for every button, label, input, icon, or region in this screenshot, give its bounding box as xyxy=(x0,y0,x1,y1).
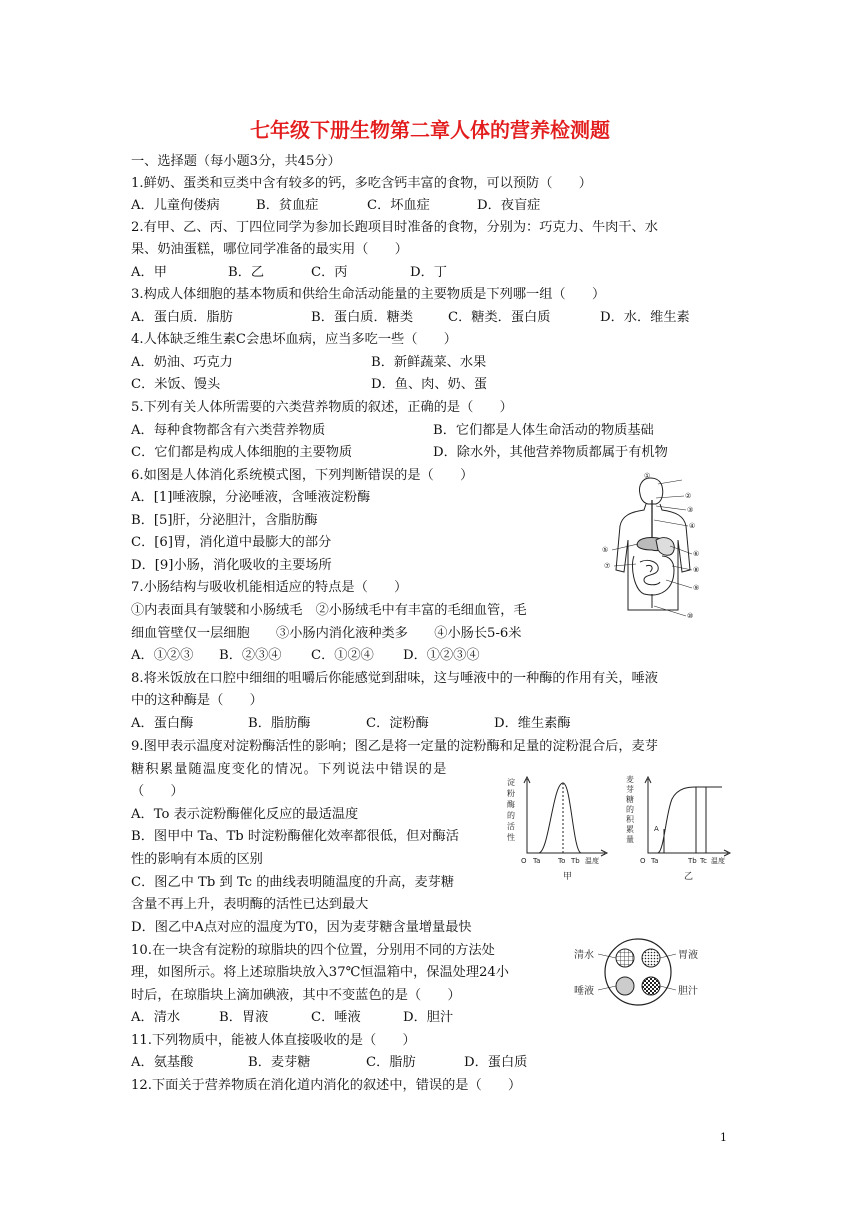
jia-ylabel-3: 酶 xyxy=(507,800,515,809)
yi-ylabel-7: 量 xyxy=(626,835,634,844)
q6-stem: 6.如图是人体消化系统模式图，下列判断错误的是（ ） xyxy=(131,468,474,483)
q9-stem-line3: （ ） xyxy=(131,784,184,799)
q8-option-a: A．蛋白酶 xyxy=(131,716,194,731)
agar-block-figure xyxy=(572,936,732,1008)
fig-label-3: ③ xyxy=(687,506,694,514)
yi-ylabel-5: 积 xyxy=(626,815,634,824)
q3-option-d: D．水．维生素 xyxy=(600,310,690,325)
jia-xlabel: 温度 xyxy=(585,857,599,865)
fig-label-2: ② xyxy=(685,492,692,500)
q5-option-a: A．每种食物都含有六类营养物质 xyxy=(131,423,326,438)
q1-stem: 1.鲜奶、蛋类和豆类中含有较多的钙，多吃含钙丰富的食物，可以预防（ ） xyxy=(131,176,592,191)
yi-caption: 乙 xyxy=(684,872,694,882)
q8-option-c: C．淀粉酶 xyxy=(366,716,429,731)
q7-option-b: B．②③④ xyxy=(219,648,282,663)
q11-option-d: D．蛋白质 xyxy=(464,1055,528,1070)
q3-option-c: C．糖类．蛋白质 xyxy=(448,310,551,325)
q4-stem: 4.人体缺乏维生素C会患坏血病，应当多吃一些（ ） xyxy=(131,332,457,347)
q4-option-d: D．鱼、肉、奶、蛋 xyxy=(371,377,488,392)
jia-caption: 甲 xyxy=(563,872,573,882)
jia-ylabel-5: 活 xyxy=(507,822,515,831)
q11-option-a: A．氨基酸 xyxy=(131,1055,194,1070)
fig-label-4: ④ xyxy=(689,522,696,530)
q9-option-c-line2: 含量不再上升，表明酶的活性已达到最大 xyxy=(131,897,369,912)
q7-stem: 7.小肠结构与吸收机能相适应的特点是（ ） xyxy=(131,580,408,595)
jia-ylabel-2: 粉 xyxy=(507,789,515,798)
q3-option-a: A．蛋白质．脂肪 xyxy=(131,310,233,325)
yi-origin: O xyxy=(640,857,646,865)
q3-option-b: B．蛋白质．糖类 xyxy=(311,310,414,325)
q10-option-a: A．清水 xyxy=(131,1010,181,1025)
jia-ylabel-6: 性 xyxy=(507,833,515,842)
agar-label-weiye: 胃液 xyxy=(678,950,698,961)
agar-label-qingshui: 清水 xyxy=(574,950,594,961)
q9-option-c-line1: C．图乙中 Tb 到 Tc 的曲线表明随温度的升高，麦芽糖 xyxy=(131,875,455,890)
q2-option-c: C．丙 xyxy=(311,265,348,280)
q6-option-a: A．[1]唾液腺，分泌唾液，含唾液淀粉酶 xyxy=(131,490,371,505)
page-title: 七年级下册生物第二章人体的营养检测题 xyxy=(250,118,610,142)
digestive-system-figure xyxy=(600,470,710,625)
q12-stem: 12.下面关于营养物质在消化道内消化的叙述中，错误的是（ ） xyxy=(131,1078,522,1093)
q10-stem-line3: 时后，在琼脂块上滴加碘液，其中不变蓝色的是（ ） xyxy=(131,988,461,1003)
yi-xlabel: 温度 xyxy=(711,857,725,865)
q1-option-a: A．儿童佝偻病 xyxy=(131,198,220,213)
q9-option-b-line2: 性的影响有本质的区别 xyxy=(131,852,263,867)
q9-option-d: D．图乙中A点对应的温度为T0，因为麦芽糖含量增量最快 xyxy=(131,920,472,935)
jia-ta-label: Ta xyxy=(533,857,541,865)
jia-origin: O xyxy=(521,857,527,865)
q5-option-b: B．它们都是人体生命活动的物质基础 xyxy=(433,423,654,438)
page-number: 1 xyxy=(720,1131,727,1144)
q6-option-c: C．[6]胃，消化道中最膨大的部分 xyxy=(131,535,332,550)
q11-option-c: C．脂肪 xyxy=(366,1055,416,1070)
q10-option-c: C．唾液 xyxy=(311,1010,361,1025)
q9-stem-line2: 糖积累量随温度变化的情况。下列说法中错误的是 xyxy=(131,762,448,777)
q1-option-d: D．夜盲症 xyxy=(477,198,541,213)
q5-stem: 5.下列有关人体所需要的六类营养物质的叙述，正确的是（ ） xyxy=(131,400,513,415)
q10-stem-line1: 10.在一块含有淀粉的琼脂块的四个位置，分别用不同的方法处 xyxy=(131,943,495,958)
q2-stem-line1: 2.有甲、乙、丙、丁四位同学为参加长跑项目时准备的食物，分别为：巧克力、牛肉干、水 xyxy=(131,220,658,235)
q2-option-d: D．丁 xyxy=(410,265,447,280)
yi-ta-label: Ta xyxy=(651,857,659,865)
fig-label-5: ⑤ xyxy=(602,546,609,554)
q4-option-a: A．奶油、巧克力 xyxy=(131,355,233,370)
q9-option-b-line1: B．图甲中 Ta、Tb 时淀粉酶催化效率都很低，但对酶活 xyxy=(131,829,459,844)
q5-option-d: D．除水外，其他营养物质都属于有机物 xyxy=(433,445,668,460)
q10-option-b: B．胃液 xyxy=(219,1010,269,1025)
q1-option-b: B．贫血症 xyxy=(256,198,319,213)
fig-label-9: ⑨ xyxy=(693,584,700,592)
q11-option-b: B．麦芽糖 xyxy=(248,1055,311,1070)
q2-option-b: B．乙 xyxy=(228,265,265,280)
q3-stem: 3.构成人体细胞的基本物质和供给生命活动能量的主要物质是下列哪一组（ ） xyxy=(131,287,606,302)
q8-stem-line2: 中的这种酶是（ ） xyxy=(131,693,263,708)
q7-option-a: A．①②③ xyxy=(131,648,194,663)
section-heading: 一、选择题（每小题3分，共45分） xyxy=(131,154,341,169)
q4-option-b: B．新鲜蔬菜、水果 xyxy=(371,355,487,370)
q8-stem-line1: 8.将米饭放在口腔中细细的咀嚼后你能感觉到甜味，这与唾液中的一种酶的作用有关，唾液 xyxy=(131,671,658,686)
yi-tb-label: Tb xyxy=(688,857,697,865)
q9-option-a: A．To 表示淀粉酶催化反应的最适温度 xyxy=(131,807,359,822)
q10-option-d: D．胆汁 xyxy=(403,1010,454,1025)
yi-ylabel-3: 糖 xyxy=(626,795,634,804)
fig-label-8: ⑧ xyxy=(693,566,700,574)
jia-to-label: To xyxy=(558,857,566,865)
q7-option-d: D．①②③④ xyxy=(403,648,480,663)
jia-tb-label: Tb xyxy=(571,857,580,865)
q7-option-c: C．①②④ xyxy=(311,648,374,663)
q2-stem-line2: 果、奶油蛋糕，哪位同学准备的最实用（ ） xyxy=(131,242,408,257)
yi-ylabel-4: 的 xyxy=(626,805,634,814)
yi-point-a: A xyxy=(654,825,659,833)
jia-ylabel-4: 的 xyxy=(507,811,515,820)
q8-option-b: B．脂肪酶 xyxy=(248,716,311,731)
fig-label-10: ⑩ xyxy=(687,612,694,620)
q9-stem-line1: 9.图甲表示温度对淀粉酶活性的影响；图乙是将一定量的淀粉酶和足量的淀粉混合后，麦芽 xyxy=(131,739,658,754)
yi-ylabel-1: 麦 xyxy=(626,775,634,784)
fig-label-6: ⑥ xyxy=(693,550,700,558)
q2-option-a: A．甲 xyxy=(131,265,167,280)
yi-tc-label: Tc xyxy=(700,857,707,865)
q8-option-d: D．维生素酶 xyxy=(494,716,571,731)
jia-ylabel-1: 淀 xyxy=(507,778,515,787)
q6-option-b: B．[5]肝，分泌胆汁，含脂肪酶 xyxy=(131,513,318,528)
q7-statement-line1: ①内表面具有皱襞和小肠绒毛 ②小肠绒毛中有丰富的毛细血管，毛 xyxy=(131,603,527,618)
fig-label-1: ① xyxy=(644,472,651,480)
q11-stem: 11.下列物质中，能被人体直接吸收的是（ ） xyxy=(131,1033,416,1048)
q7-statement-line2: 细血管壁仅一层细胞 ③小肠内消化液种类多 ④小肠长5-6米 xyxy=(131,626,522,641)
yi-ylabel-2: 芽 xyxy=(626,785,634,794)
agar-label-danzhi: 胆汁 xyxy=(678,986,698,997)
q1-option-c: C．坏血症 xyxy=(367,198,430,213)
yi-ylabel-6: 累 xyxy=(626,825,634,834)
q5-option-c: C．它们都是构成人体细胞的主要物质 xyxy=(131,445,353,460)
q4-option-c: C．米饭、馒头 xyxy=(131,377,221,392)
maltose-accumulation-figure-yi xyxy=(620,773,732,885)
q10-stem-line2: 理，如图所示。将上述琼脂块放入37℃恒温箱中，保温处理24小 xyxy=(131,965,509,980)
enzyme-activity-figure-jia xyxy=(505,773,610,885)
q6-option-d: D．[9]小肠，消化吸收的主要场所 xyxy=(131,558,332,573)
fig-label-7: ⑦ xyxy=(604,562,611,570)
agar-label-tuoye: 唾液 xyxy=(574,986,594,997)
